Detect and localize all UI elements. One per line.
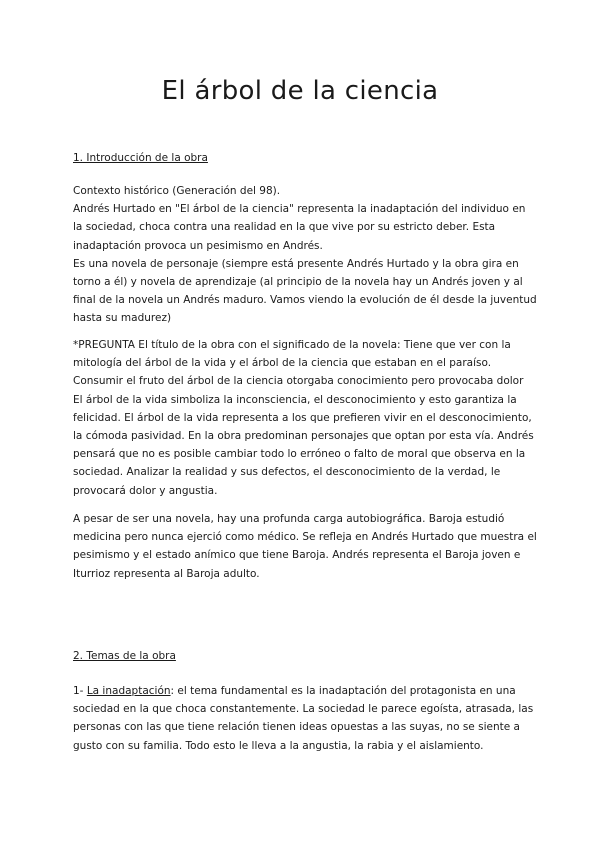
document-title: El árbol de la ciencia (161, 76, 439, 106)
text-line: Consumir el fruto del árbol de la ciencia otorgaba conocimiento pero provocaba dolor (73, 375, 524, 388)
text-line: final de la novela un Andrés maduro. Vamos viendo la evolución de él desde la juventud (73, 294, 537, 307)
section-heading-introduccion: 1. Introducción de la obra (73, 152, 208, 164)
text-line (73, 682, 535, 700)
tema-description: : el tema fundamental es la inadaptación del protagonista en una (170, 685, 516, 697)
text-line: pensará que no es posible cambiar todo lo erróneo o falto de moral que observa en la (73, 448, 526, 461)
text-line: gusto con su familia. Todo esto le lleva a la angustia, la rabia y el aislamiento. (73, 739, 484, 752)
text-line: A pesar de ser una novela, hay una profunda carga autobiográfica. Baroja estudió (73, 513, 505, 525)
intro-paragraph (73, 182, 535, 328)
text-line: la cómoda pasividad. En la obra predominan personajes que optan por esta vía. Andrés (73, 430, 534, 443)
text-line: inadaptación provoca un pesimismo en Andrés. (73, 239, 323, 252)
text-line: *PREGUNTA El título de la obra con el significado de la novela: Tiene que ver con la (73, 339, 511, 351)
pregunta-paragraph (73, 336, 535, 500)
text-line: Iturrioz representa al Baroja adulto. (73, 567, 260, 580)
text-line: provocará dolor y angustia. (73, 484, 218, 497)
text-line: mitología del árbol de la vida y el árbol de la ciencia que estaban en el paraíso. (73, 357, 492, 370)
section-heading-temas: 2. Temas de la obra (73, 650, 176, 662)
text-line: hasta su madurez) (73, 312, 172, 325)
text-line: El árbol de la vida simboliza la inconsciencia, el desconocimiento y esto garantiza la (73, 393, 517, 406)
text-line: la sociedad, choca contra una realidad en la que vive por su estricto deber. Esta (73, 221, 496, 234)
autobiografia-paragraph (73, 510, 535, 583)
text-line: felicidad. El árbol de la vida representa a los que prefieren vivir en el desconocimiento, (73, 411, 532, 424)
tema-number: 1- (73, 685, 87, 697)
text-line: Es una novela de personaje (siempre está presente Andrés Hurtado y la obra gira en (73, 257, 519, 270)
tema-term: La inadaptación (86, 685, 171, 697)
tema-inadaptacion-paragraph (73, 682, 535, 755)
text-line: medicina pero nunca ejerció como médico. Se refleja en Andrés Hurtado que muestra el (73, 531, 537, 544)
text-line: personas con las que tiene relación tienen ideas opuestas a las suyas, no se siente a (73, 721, 520, 734)
text-line: pesimismo y el estado anímico que tiene Baroja. Andrés representa el Baroja joven e (73, 549, 521, 562)
text-line: Andrés Hurtado en "El árbol de la ciencia" representa la inadaptación del individuo en (73, 203, 526, 216)
text-line: sociedad. Analizar la realidad y sus defectos, el desconocimiento de la verdad, le (73, 466, 501, 479)
text-line: torno a él) y novela de aprendizaje (al principio de la novela hay un Andrés joven y al (73, 276, 523, 289)
text-line: Contexto histórico (Generación del 98). (73, 185, 281, 197)
text-line: sociedad en la que choca constantemente. La sociedad le parece egoísta, atrasada, las (73, 703, 534, 716)
